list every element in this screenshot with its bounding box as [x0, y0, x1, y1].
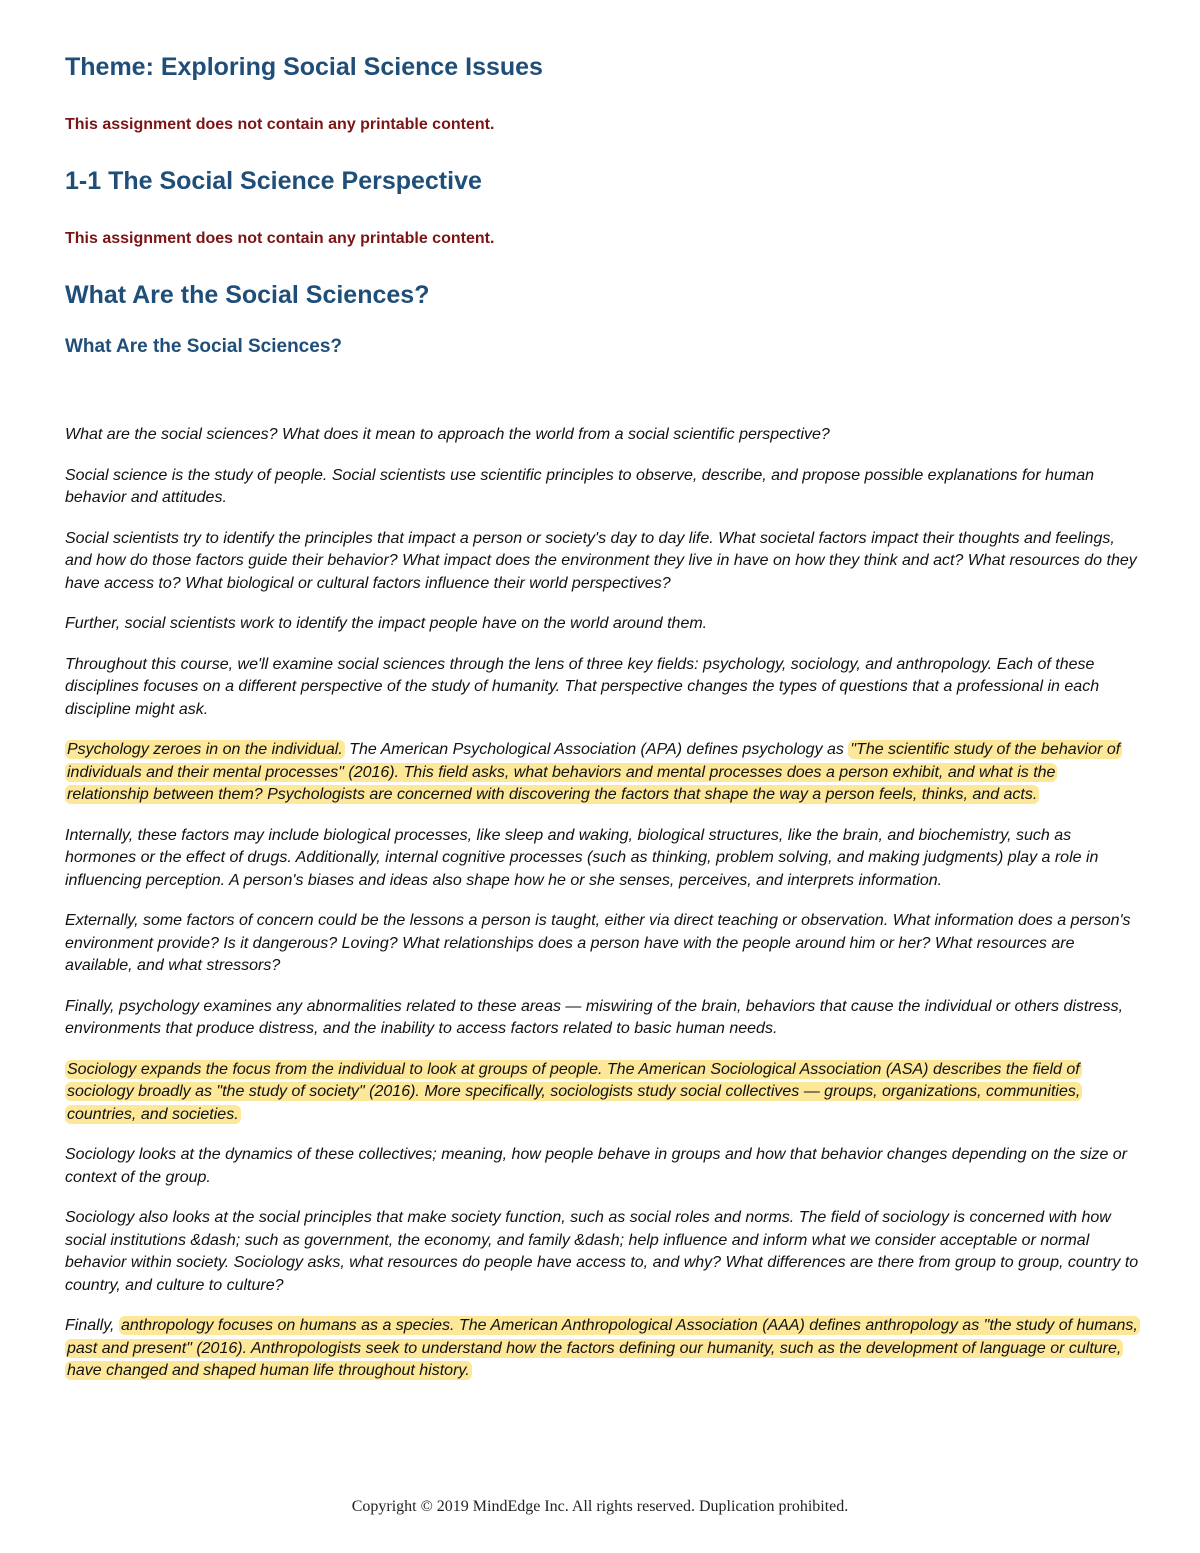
- paragraph-impact: Further, social scientists work to identify the impact people have on the world around them.: [65, 615, 708, 632]
- highlight-psychology-individual: Psychology zeroes in on the individual.: [67, 741, 343, 758]
- paragraph-psychology: [65, 739, 1140, 807]
- printable-notice-1: This assignment does not contain any printable content.: [65, 116, 495, 133]
- highlight-sociology-definition: Sociology expands the focus from the individual to look at groups of people. The American Sociological Association (ASA) describes the field of sociology broadly as "the study of society" (2016). More specifically, sociologists study social collectives — groups, organizations, communities, countries, and societies.: [67, 1060, 1081, 1123]
- paragraph-anthropology: [65, 1315, 1140, 1383]
- highlight-psychology-definition: "The scientific study of the behavior of individuals and their mental processes" (2016). This field asks, what behaviors and mental processes does a person exhibit, and what is the relationship between them? Psychologists are concerned with discovering the factors that shape the way a person feels, thinks, and acts.: [67, 741, 1121, 803]
- paragraph-sociology: [65, 1059, 1140, 1127]
- paragraph-internal-factors: Internally, these factors may include biological processes, like sleep and waking, biological structures, like the brain, and biochemistry, such as hormones or the effect of drugs. Additionally, internal cognitive processes (such as thinking, problem solving, and making judgments) play a role in influencing perception. A person's biases and ideas also shape how he or she senses, perceives, and interprets information.: [65, 826, 1099, 889]
- theme-title: Theme: Exploring Social Science Issues: [65, 53, 543, 81]
- paragraph-definition: Social science is the study of people. Social scientists use scientific principles to observe, describe, and propose possible explanations for human behavior and attitudes.: [65, 466, 1095, 506]
- paragraph-three-fields: Throughout this course, we'll examine social sciences through the lens of three key fields: psychology, sociology, and anthropology. Each of these disciplines focuses on a different perspective of the study of humanity. That perspective changes the types of questions that a professional in each discipline might ask.: [65, 655, 1100, 718]
- main-title: What Are the Social Sciences?: [65, 281, 430, 309]
- psychology-apa-text: The American Psychological Association (APA) defines psychology as: [344, 741, 849, 758]
- paragraph-sociology-principles: Sociology also looks at the social principles that make society function, such as social roles and norms. The field of sociology is concerned with how social institutions &dash; such as government, the economy, and family &dash; help influence and inform what we consider acceptable or normal behavior within society. Sociology asks, what resources do people have access to, and why? What differences are there from group to group, country to country, and culture to culture?: [65, 1209, 1139, 1294]
- paragraph-intro-question: What are the social sciences? What does it mean to approach the world from a social scientific perspective?: [65, 426, 830, 443]
- copyright-footer: Copyright © 2019 MindEdge Inc. All rights reserved. Duplication prohibited.: [351, 1498, 849, 1515]
- section-title: 1-1 The Social Science Perspective: [65, 167, 482, 195]
- paragraph-principles: Social scientists try to identify the principles that impact a person or society's day to day life. What societal factors impact their thoughts and feelings, and how do those factors guide their behavior? What impact does the environment they live in have on how they think and act? What resources do they have access to? What biological or cultural factors influence their world perspectives?: [65, 529, 1137, 592]
- printable-notice-2: This assignment does not contain any printable content.: [65, 230, 495, 247]
- anthropology-lead-text: Finally,: [65, 1317, 119, 1334]
- paragraph-abnormalities: Finally, psychology examines any abnormalities related to these areas — miswiring of the brain, behaviors that cause the individual or others distress, environments that produce distress, and the inability to access factors related to basic human needs.: [65, 997, 1124, 1037]
- paragraph-sociology-dynamics: Sociology looks at the dynamics of these collectives; meaning, how people behave in groups and how that behavior changes depending on the size or context of the group.: [65, 1146, 1128, 1186]
- paragraph-external-factors: Externally, some factors of concern could be the lessons a person is taught, either via direct teaching or observation. What information does a person's environment provide? Is it dangerous? Loving? What relationships does a person have with the people around him or her? What resources are available, and what stressors?: [65, 912, 1131, 974]
- sub-title: What Are the Social Sciences?: [65, 336, 342, 357]
- document-page: [65, 52, 1140, 1383]
- highlight-anthropology-definition: anthropology focuses on humans as a species. The American Anthropological Association (AAA) defines anthropology as "the study of humans, past and present" (2016). Anthropologists seek to understand how the factors defining our humanity, such as the development of language or culture, have changed and shaped human life throughout history.: [67, 1317, 1138, 1379]
